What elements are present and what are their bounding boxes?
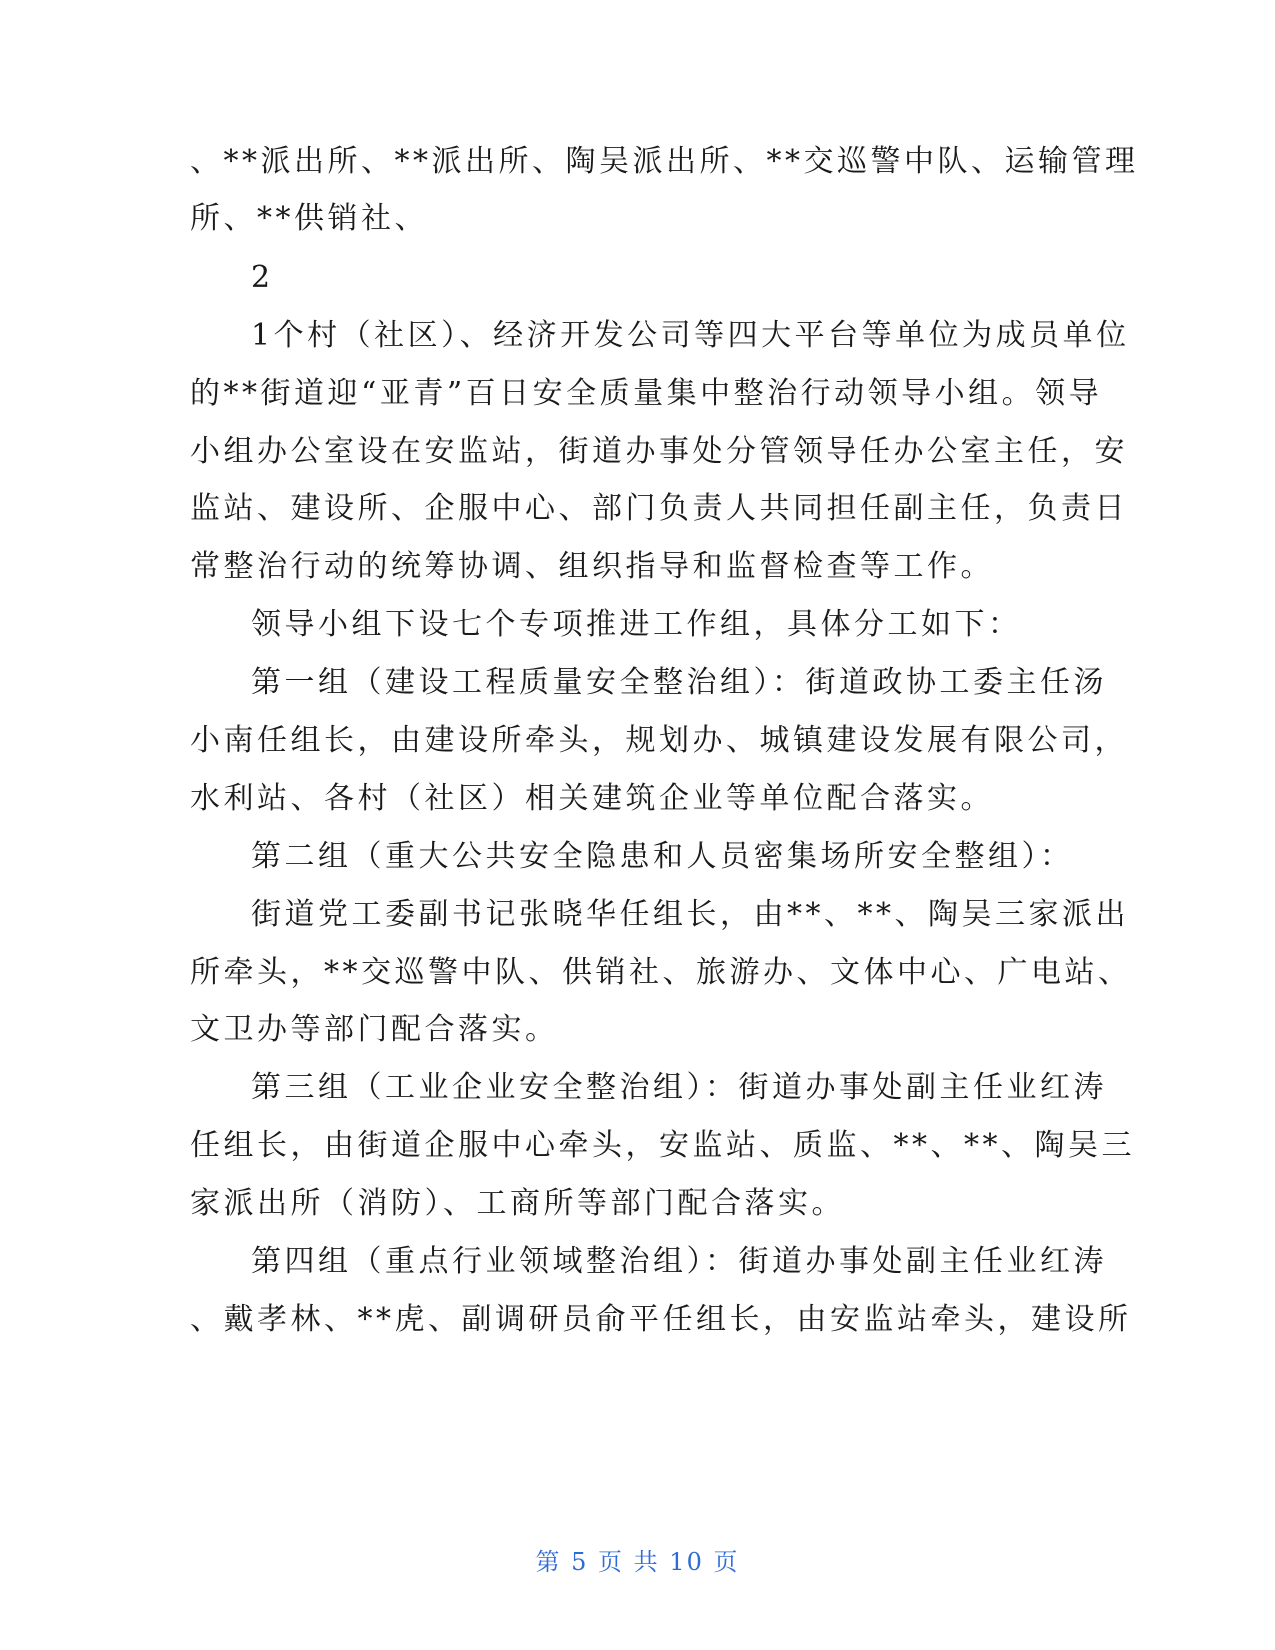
text-line-1: 、**派出所、**派出所、陶吴派出所、**交巡警中队、运输管理: [190, 144, 1139, 179]
text-line-12: 第二组（重大公共安全隐患和人员密集场所安全整组）：: [251, 839, 1074, 874]
text-line-9: 第一组（建设工程质量安全整治组）：街道政协工委主任汤: [251, 665, 1107, 700]
text-line-15: 文卫办等部门配合落实。: [190, 1012, 559, 1047]
text-line-7: 常整治行动的统筹协调、组织指导和监督检查等工作。: [190, 549, 994, 584]
text-line-8: 领导小组下设七个专项推进工作组，具体分工如下：: [251, 607, 1022, 642]
text-line-2: 所、**供销社、: [190, 201, 428, 236]
text-line-3: 1个村（社区）、经济开发公司等四大平台等单位为成员单位: [251, 318, 1130, 353]
text-line-6: 监站、建设所、企服中心、部门负责人共同担任副主任，负责日: [190, 491, 1128, 526]
text-line-10: 小南任组长，由建设所牵头，规划办、城镇建设发展有限公司，: [190, 723, 1128, 758]
text-line-4: 的**街道迎“亚青”百日安全质量集中整治行动领导小组。领导: [190, 376, 1103, 411]
text-line-14: 所牵头，**交巡警中队、供销社、旅游办、文体中心、广电站、: [190, 955, 1132, 990]
text-line-16: 第三组（工业企业安全整治组）：街道办事处副主任业红涛: [251, 1070, 1107, 1105]
page-footer: 第 5 页 共 10 页: [535, 1548, 740, 1576]
text-line-20: 、戴孝林、**虎、副调研员俞平任组长，由安监站牵头，建设所: [190, 1302, 1132, 1337]
text-line-5: 小组办公室设在安监站，街道办事处分管领导任办公室主任，安: [190, 434, 1128, 469]
text-line-11: 水利站、各村（社区）相关建筑企业等单位配合落实。: [190, 781, 994, 816]
text-line-13: 街道党工委副书记张晓华任组长，由**、**、陶吴三家派出: [251, 897, 1129, 932]
text-line-17: 任组长，由街道企服中心牵头，安监站、质监、**、**、陶吴三: [190, 1128, 1135, 1163]
text-line-18: 家派出所（消防）、工商所等部门配合落实。: [190, 1186, 845, 1221]
text-line-19: 第四组（重点行业领域整治组）：街道办事处副主任业红涛: [251, 1244, 1107, 1279]
page-break-number: 2: [251, 260, 274, 295]
